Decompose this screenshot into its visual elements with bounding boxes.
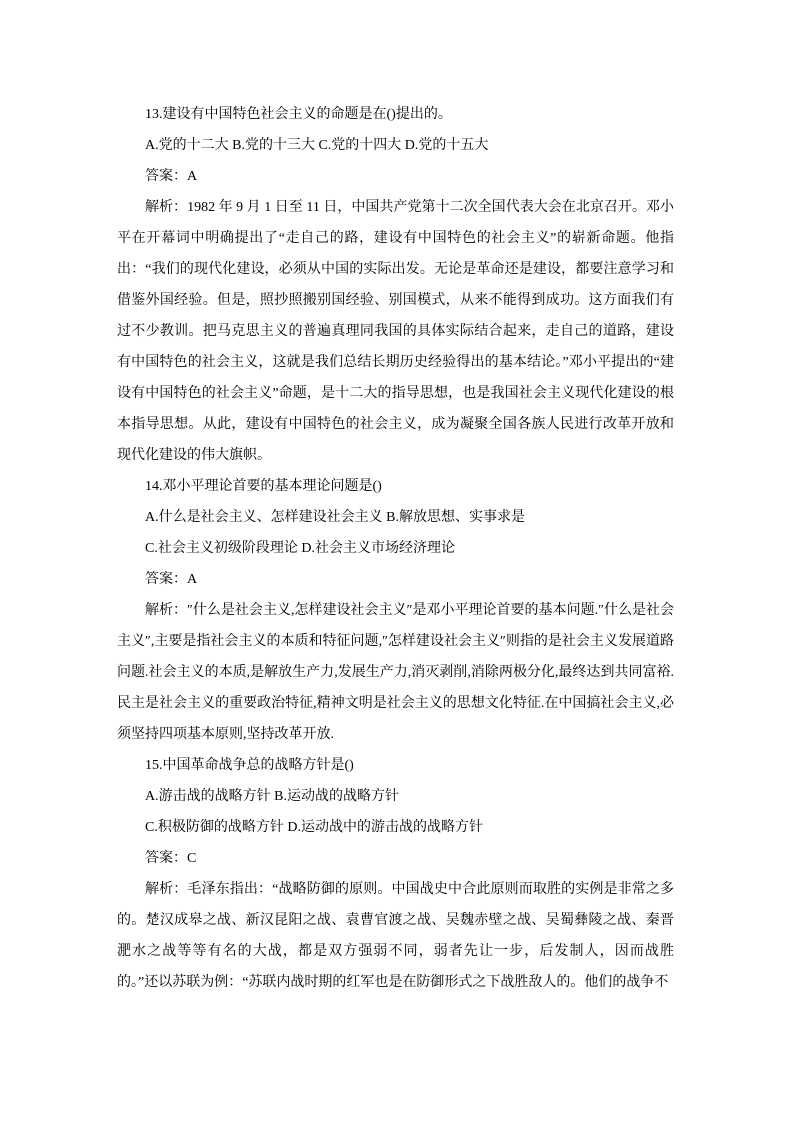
analysis-text: 解析：″什么是社会主义,怎样建设社会主义″是邓小平理论首要的基本问题.″什么是社会主义″,主要是指社会主义的本质和特征问题,″怎样建设社会主义″则指的是社会主义发展道路问题.社会主义的本质,是解放生产力,发展生产力,消灭剥削,消除两极分化,最终达到共同富裕.民主是社会主义的重要政治特征,精神文明是社会主义的思想文化特征.在中国搞社会主义,必须坚持四项基本原则,坚持改革开放. xyxy=(117,603,674,742)
analysis-text: 解析：毛泽东指出：“战略防御的原则。中国战史中合此原则而取胜的实例是非常之多的。楚汉成皋之战、新汉昆阳之战、袁曹官渡之战、吴魏赤壁之战、吴蜀彝陵之战、秦晋淝水之战等等有名的大战，都是双方强弱不同，弱者先让一步，后发制人，因而战胜的。”还以苏联为例：“苏联内战时期的红军也是在防御形式之下战胜敌人的。他们的战争不 xyxy=(117,882,674,990)
options-line: A.游击战的战略方针 B.运动战的战略方针 xyxy=(145,789,399,804)
question-text: 14.邓小平理论首要的基本理论问题是() xyxy=(145,479,382,494)
question-text: 15.中国革命战争总的战略方针是() xyxy=(145,758,354,773)
options-line: A.什么是社会主义、怎样建设社会主义 B.解放思想、实事求是 xyxy=(145,510,525,525)
answer-line: 答案：A xyxy=(145,572,198,587)
options-line: A.党的十二大 B.党的十三大 C.党的十四大 D.党的十五大 xyxy=(145,138,489,153)
options-line: C.社会主义初级阶段理论 D.社会主义市场经济理论 xyxy=(145,541,455,556)
options-line: C.积极防御的战略方针 D.运动战中的游击战的战略方针 xyxy=(145,820,483,835)
answer-line: 答案：A xyxy=(145,169,198,184)
document-text-block xyxy=(117,99,674,998)
question-text: 13.建设有中国特色社会主义的命题是在()提出的。 xyxy=(145,107,452,122)
question-block-13 xyxy=(117,99,674,471)
question-block-15 xyxy=(117,750,674,998)
answer-line: 答案：C xyxy=(145,851,197,866)
analysis-text: 解析：1982 年 9 月 1 日至 11 日，中国共产党第十二次全国代表大会在北京召开。邓小平在开幕词中明确提出了“走自己的路，建设有中国特色的社会主义”的崭新命题。他指出：“我们的现代化建设，必须从中国的实际出发。无论是革命还是建设，都要注意学习和借鉴外国经验。但是，照抄照搬别国经验、别国模式，从来不能得到成功。这方面我们有过不少教训。把马克思主义的普遍真理同我国的具体实际结合起来，走自己的道路，建设有中国特色的社会主义，这就是我们总结长期历史经验得出的基本结论。”邓小平提出的“建设有中国特色的社会主义”命题，是十二大的指导思想，也是我国社会主义现代化建设的根本指导思想。从此，建设有中国特色的社会主义，成为凝聚全国各族人民进行改革开放和现代化建设的伟大旗帜。 xyxy=(117,200,674,463)
question-block-14 xyxy=(117,471,674,750)
